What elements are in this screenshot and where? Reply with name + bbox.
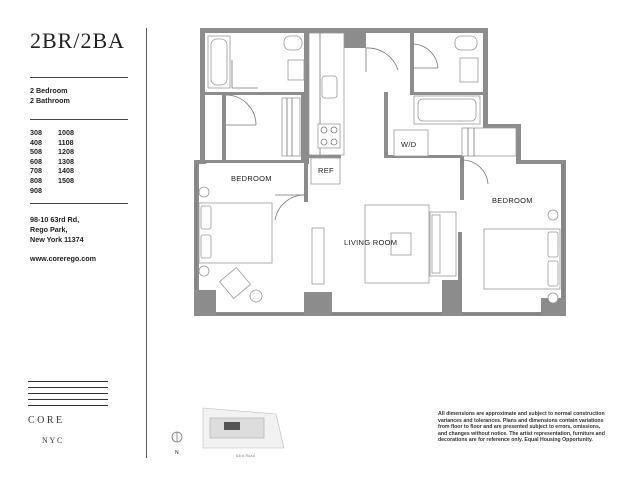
unit-number: 1008 [58, 128, 74, 137]
compass-north-label: N [175, 450, 179, 456]
living-room [312, 205, 456, 284]
legal-disclaimer: All dimensions are approximate and subject to normal construction variances and tolerances. Plans and dimensions contain variations from floor to floor and are presented subject to errors, omissions, and changes without notice. The artist representation, furniture and decorations are for reference only. Equal Housing Opportunity. [438, 411, 605, 444]
address-line-2: Rego Park, [30, 225, 68, 234]
unit-number: 808 [30, 175, 42, 185]
unit-number: 1508 [58, 175, 74, 185]
unit-number: 508 [30, 147, 42, 157]
bedroom-left-room [199, 174, 305, 302]
unit-number: 908 [30, 185, 42, 195]
bedroom-right-room [484, 196, 560, 303]
bathroom-count: 2 Bathroom [30, 96, 70, 105]
address-line-3: New York 11374 [30, 235, 84, 244]
address-line-1: 98-10 63rd Rd, [30, 215, 80, 224]
unit-number: 1408 [58, 166, 74, 176]
bedroom-count: 2 Bedroom [30, 86, 68, 95]
unit-number: 1108 [58, 137, 74, 147]
unit-number: 1208 [58, 147, 74, 157]
unit-number: 308 [30, 128, 42, 137]
bedroom-left-label: BEDROOM [231, 174, 272, 183]
unit-number: 408 [30, 137, 42, 147]
logo-text-nyc: N Y C [42, 436, 63, 445]
key-plan-street: 63rd Road [236, 454, 256, 458]
unit-type-title: 2BR/2BA [30, 28, 126, 53]
ref-label: REF [318, 166, 334, 175]
logo-text-core: C O R E [28, 415, 63, 426]
key-plan [172, 408, 284, 458]
washer-dryer-label: W/D [401, 140, 417, 149]
bedroom-right-label: BEDROOM [492, 196, 533, 205]
unit-number: 1308 [58, 156, 74, 166]
living-room-label: LIVING ROOM [344, 238, 398, 247]
unit-number: 608 [30, 156, 42, 166]
unit-number: 708 [30, 166, 42, 176]
website-link[interactable]: www.corerego.com [30, 254, 97, 263]
